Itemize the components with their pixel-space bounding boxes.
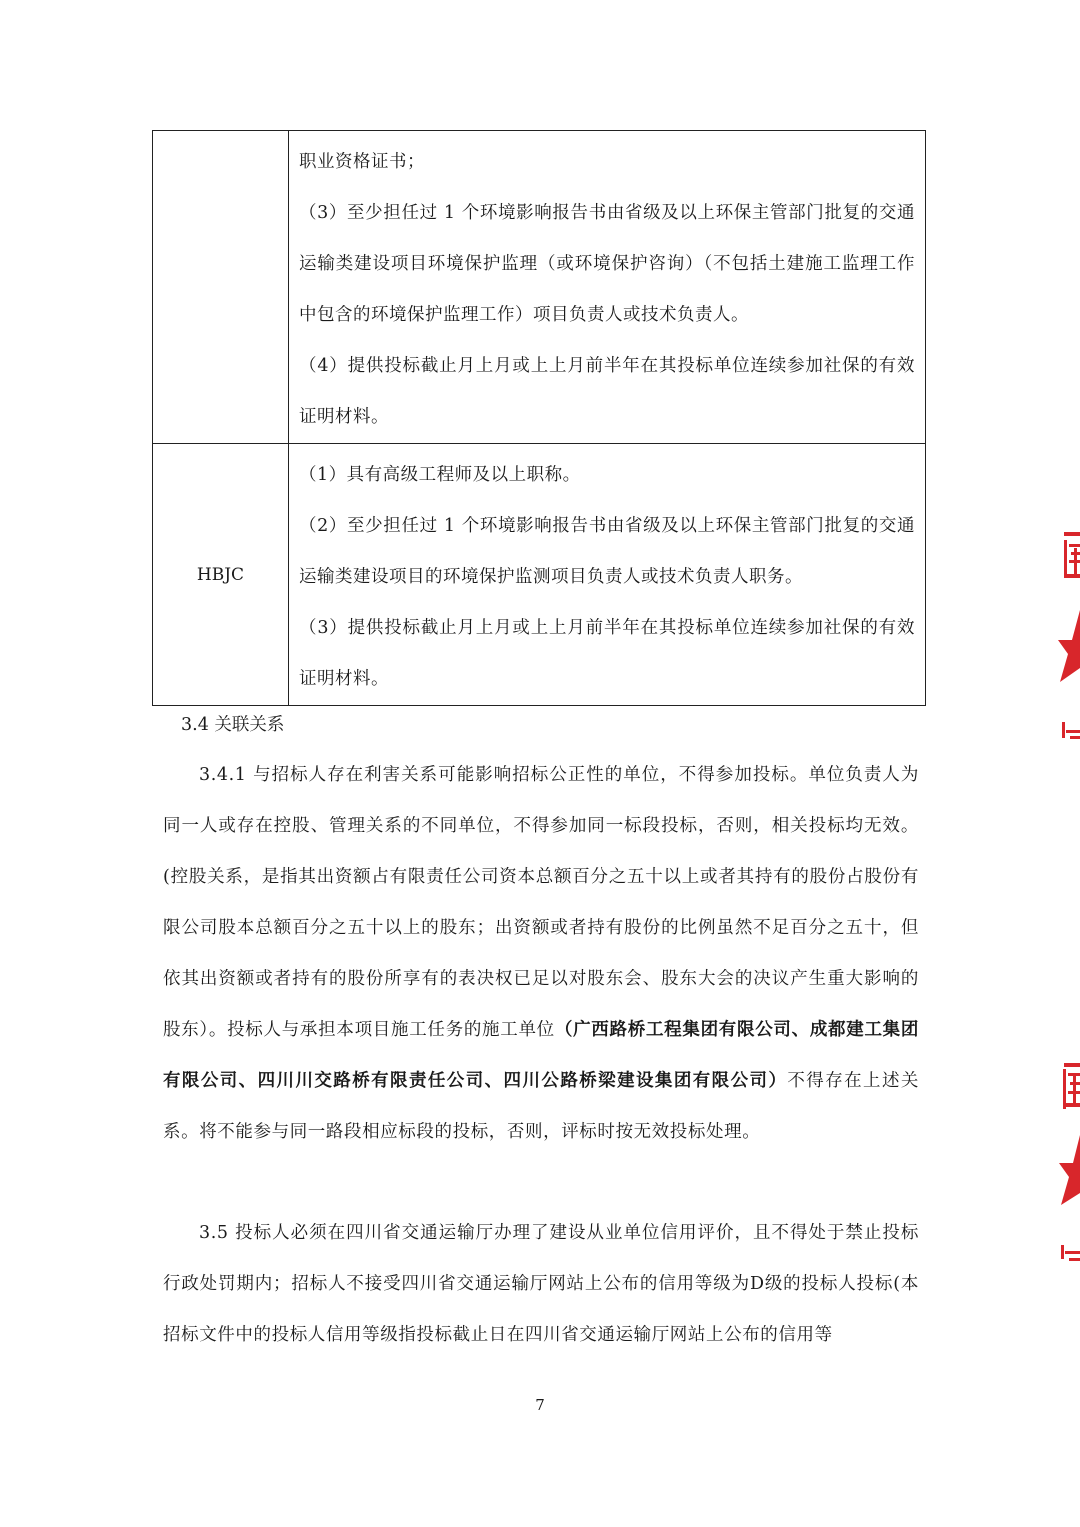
cell-line: （3）至少担任过 1 个环境影响报告书由省级及以上环保主管部门批复的交通运输类建设项目环境保护监理（或环境保护咨询）（不包括土建施工监理工作中包含的环境保护监理工作）项目负责人或技术负责人。 bbox=[299, 203, 915, 325]
seal-stamp-icon bbox=[1056, 1055, 1080, 1277]
cell-line: （4）提供投标截止月上月或上上月前半年在其投标单位连续参加社保的有效证明材料。 bbox=[299, 356, 915, 427]
paragraph-text: 3.4.1 与招标人存在利害关系可能影响招标公正性的单位，不得参加投标。单位负责人为同一人或存在控股、管理关系的不同单位，不得参加同一标段投标，否则，相关投标均无效。(控股关系，是指其出资额占有限责任公司资本总额百分之五十以上或者其持有的股份占股份有限公司股本总额百分之五十以上的股东；出资额或者持有股份的比例虽然不足百分之五十，但依其出资额或者持有的股份所享有的表决权已足以对股东会、股东大会的决议产生重大影响的股东）。投标人与承担本项目施工任务的施工单位 bbox=[163, 765, 919, 1040]
table-cell-content bbox=[289, 131, 926, 444]
cell-line: （3）提供投标截止月上月或上上月前半年在其投标单位连续参加社保的有效证明材料。 bbox=[299, 618, 915, 689]
table-row bbox=[153, 444, 926, 706]
paragraph-text: 不得存在上述关系。将不能参与同一路段相应标段的投标，否则，评标时按无效投标处理。 bbox=[163, 1071, 919, 1142]
table-cell-label bbox=[153, 131, 289, 444]
page-number: 7 bbox=[535, 1396, 545, 1414]
section-heading: 3.4 关联关系 bbox=[181, 715, 285, 735]
paragraph-bold-text: （广西路桥工程集团有限公司、成都建工集团有限公司、四川川交路桥有限责任公司、四川公路桥梁建设集团有限公司） bbox=[163, 1020, 919, 1091]
seal-stamp-icon bbox=[1056, 522, 1080, 752]
cell-line: （1）具有高级工程师及以上职称。 bbox=[299, 465, 581, 485]
requirements-table bbox=[152, 130, 926, 706]
table-cell-label: HBJC bbox=[153, 444, 289, 706]
table-cell-content bbox=[289, 444, 926, 706]
cell-line: （2）至少担任过 1 个环境影响报告书由省级及以上环保主管部门批复的交通运输类建设项目的环境保护监测项目负责人或技术负责人职务。 bbox=[299, 516, 915, 587]
paragraph-3-5: 3.5 投标人必须在四川省交通运输厅办理了建设从业单位信用评价，且不得处于禁止投标行政处罚期内；招标人不接受四川省交通运输厅网站上公布的信用等级为D级的投标人投标(本招标文件中的投标人信用等级指投标截止日在四川省交通运输厅网站上公布的信用等 bbox=[163, 1223, 919, 1345]
table-row bbox=[153, 131, 926, 444]
paragraph-3-4-1 bbox=[163, 750, 919, 1158]
cell-line: 职业资格证书； bbox=[299, 152, 425, 172]
